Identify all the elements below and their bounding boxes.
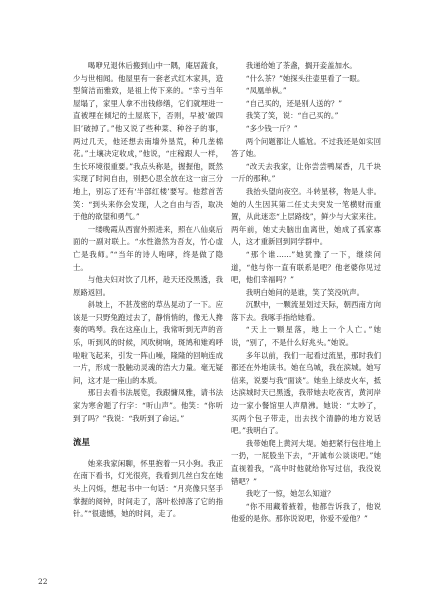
paragraph: 我吃了一惊，她怎么知道？ [245,489,335,499]
paragraph: “多少钱一斤？” [245,123,298,133]
paragraph: “改天去我家，让你尝尝鸭屎香，几千块一斤的那种。” [231,161,381,184]
right-column [231,60,381,526]
paragraph: “凤凰单枞。” [245,86,287,96]
paragraph: 我明白她问的是谁，笑了笑没吭声。 [245,287,365,297]
left-column [73,60,223,521]
paragraph: “你不用藏着掖着，他都告诉我了，他说他爱的是你。那你说说吧，你爱不爱他？” [231,501,381,524]
paragraph: 我递给她了茶盏，搁开妾盖加水。 [245,61,357,70]
paragraph: 沉默中，一颗流星划过天际，朝西南方向落下去。我啄手指给她看。 [231,300,381,322]
paragraph: 我带她爬上黄河大堤。她把紧行包往地上一扔，一屁股坐下去，“开诚布公谈谈吧。”她直视着我，“高中时他就给你写过信，我没说错吧？” [231,438,381,486]
paragraph: 一缕晚霞从西窗外照进来，照在八仙桌后面的一副对联上。“水性澹然为吾友，竹心虚亡是我师。”“当年的诗人咆哮，终是做了隐士。 [73,224,223,272]
paragraph: 那日去看书法展览，我跟慵凤雅，请书法家为寒舍题了行字：“听山声”。他笑：“你听到了吗？”我说：“我听到了命运。” [73,388,223,423]
paragraph: “什么茶？”她探头往壶里看了一眼。 [245,73,365,83]
paragraph: “那个谁……”她犹豫了一下，继续问道，“他与你一直有联系是吧？他老婆你见过吧，他们幸福吗？” [231,249,381,285]
paragraph: 她来我家闲聊，怀里抱着一只小狗。我正在南下看书，灯光很亮，我看到几丝白发在她头上闪烁，想起书中一句话：“月亮像只坚手掌握的阅钟，时间走了，落叶松掉落了它的指针。”“很遗憾，她的时间，走了。 [73,458,223,519]
section-heading: 流星 [73,438,91,449]
paragraph: 我抬头望向夜空。斗转星移，物是人非。她的人生因其第二任丈夫突发一笔横财而重置，从此迷恋“上层路线”，鲜少与大家来往。两年前，她丈夫脑出血离世，她成了孤家寡人，这才重新回到同学群中。 [231,186,381,247]
paragraph: “自己买的，还是别人送的？” [245,98,343,108]
paragraph: “天上一颗星落，地上一个人亡。”她说，“别了，不是什么好兆头。”她说。 [231,325,381,348]
paragraph: 我笑了笑，说：“自己买的。” [245,111,339,121]
paragraph: 与他夫妇对饮了几杯，趁天还没黑透，我原路返回。 [73,275,223,297]
paragraph: 斜坡上，不甚茂密的草丛晃动了一下。应该是一只野兔跑过去了，静悄悄的，像无人搀奏的鸣琴。我在这座山上，我常听到无声的音乐，听到风的时候，风吹树响，斑鸠和雉鸡呼啦啦飞起来，引发一阵山噪，隆隆的回响连成一片，形成一股触动灵魂的浩大力量。毫无疑问，这才是一座山的本质。 [73,300,223,385]
page-number: 22 [38,577,48,586]
paragraph: 多年以前，我们一起看过流星，那时我们都还在外地读书。她在乌城，我在滨城。她写信来，说要与我“面谈”。她坐上绿皮火车，抵达滨城时天已黑透，我带她去吃夜宵，黄河岸边一家小餐馆里人声鼎沸。她说：“太吵了，买两个包子带走，出去找个清静的地方说话吧。”我明白了。 [231,350,381,436]
paragraph: 两个问题都让人尴尬。不过我还是如实回答了她。 [231,136,381,159]
paragraph: 喝咿兄退休后搬到山中一隅，庵居蔬食，少与世相闻。他屋里有一套老式红木家具，造型简洁而雅致，是祖上传下来的。“幸亏当年屋塌了，家里人拿不出钱修缮，它们就埋进一直被埋在倾圮的土屋底下，否则，早被‘破四旧’破掉了。”他又说了些种菜、种谷子的事，两过几天，他还想去南墙外垦荒，种几垄棉花。”土壤决定收成，”他说，“庄稼跟人一样，生长环境很重要。”我点头称是，握握他，既然实现了时间自由，别把心思全放在这一亩三分地上，别忘了还有‘半部红楼’要写。他惹首苦笑：“到头来你会发现，人之自由与否，取决于他的欲望和勇气。” [73,61,223,222]
